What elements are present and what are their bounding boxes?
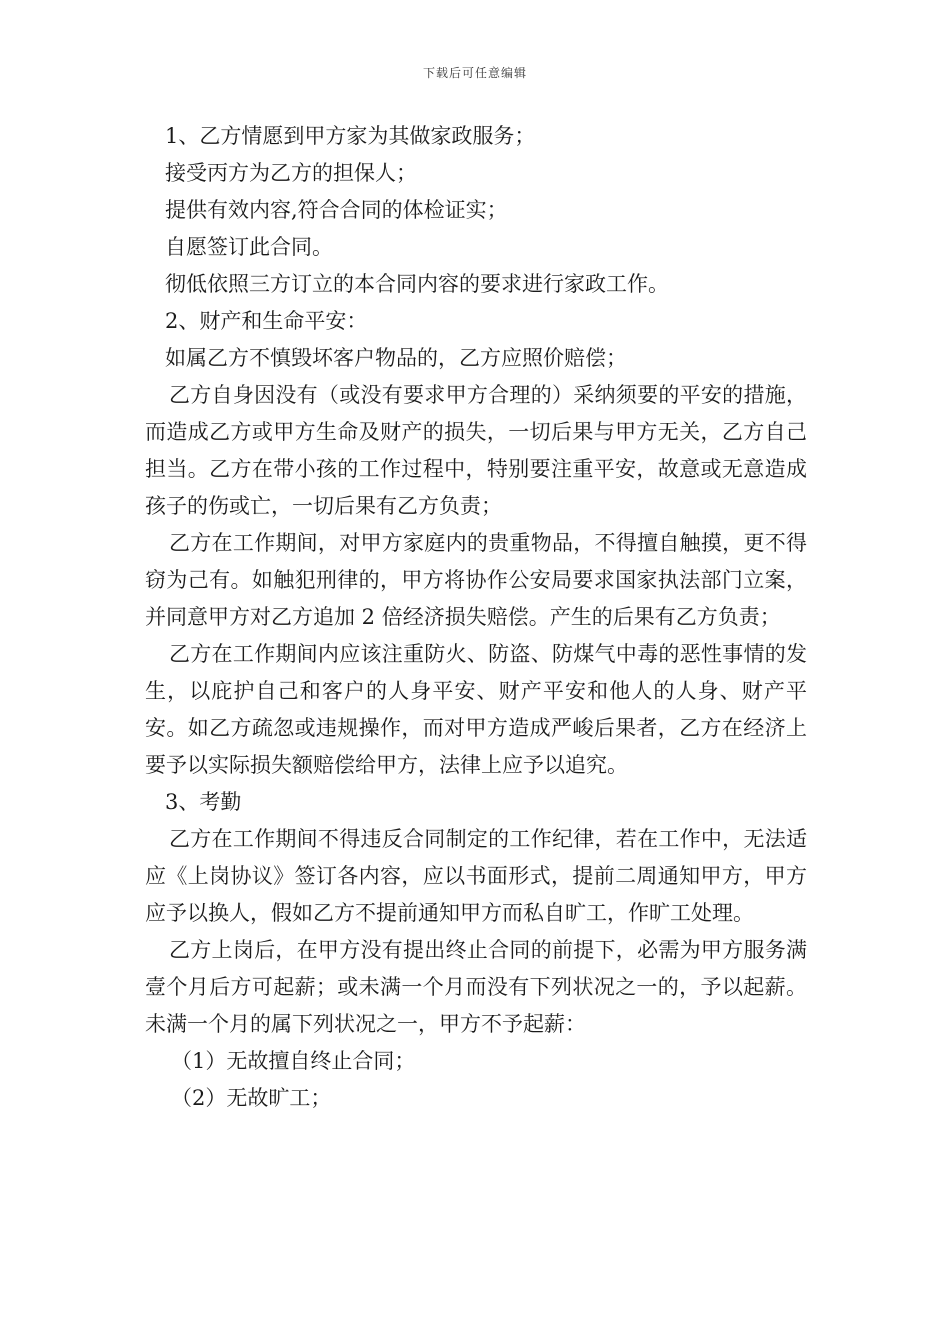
page-header: 下载后可任意编辑 xyxy=(422,66,527,80)
paragraph-health-cert: 提供有效内容,符合合同的体检证实； xyxy=(165,198,508,222)
paragraph-compliance: 彻低依照三方订立的本合同内容的要求进行家政工作。 xyxy=(165,272,669,296)
paragraph-safety-measures: 乙方自身因没有（或没有要求甲方合理的）采纳须要的平安的措施，而造成乙方或甲方生命及财产的损失，一切后果与甲方无关，乙方自己担当。乙方在带小孩的工作过程中，特别要注重平安，故意或无意造成孩子的伤或亡，一切后果有乙方负责； xyxy=(145,383,807,518)
heading-clause-2: 2、财产和生命平安： xyxy=(165,309,368,333)
document-body xyxy=(145,118,807,1117)
paragraph-work-discipline: 乙方在工作期间不得违反合同制定的工作纪律，若在工作中，无法适应《上岗协议》签订各内容，应以书面形式，提前二周通知甲方，甲方应予以换人，假如乙方不提前通知甲方而私自旷工，作旷工处理。 xyxy=(145,827,807,925)
paragraph-guarantor: 接受丙方为乙方的担保人； xyxy=(165,161,417,185)
paragraph-damage-compensation: 如属乙方不慎毁坏客户物品的，乙方应照价赔偿； xyxy=(165,346,627,370)
heading-clause-3: 3、考勤 xyxy=(165,790,242,814)
list-item-2: （2）无故旷工； xyxy=(171,1086,332,1110)
paragraph-salary-start: 乙方上岗后，在甲方没有提出终止合同的前提下，必需为甲方服务满壹个月后方可起薪；或未满一个月而没有下列状况之一的，予以起薪。未满一个月的属下列状况之一，甲方不予起薪： xyxy=(145,938,807,1036)
paragraph-voluntary: 自愿签订此合同。 xyxy=(165,235,333,259)
paragraph-clause-1: 1、乙方情愿到甲方家为其做家政服务； xyxy=(165,124,536,148)
paragraph-fire-prevention: 乙方在工作期间内应该注重防火、防盗、防煤气中毒的恶性事情的发生，以庇护自己和客户的人身平安、财产平安和他人的人身、财产平安。如乙方疏忽或违规操作，而对甲方造成严峻后果者，乙方在经济上要予以实际损失额赔偿给甲方，法律上应予以追究。 xyxy=(145,642,807,777)
list-item-1: （1）无故擅自终止合同； xyxy=(171,1049,416,1073)
paragraph-valuables: 乙方在工作期间，对甲方家庭内的贵重物品，不得擅自触摸，更不得窃为己有。如触犯刑律的，甲方将协作公安局要求国家执法部门立案，并同意甲方对乙方追加 2 倍经济损失赔偿。产生的后果有乙方负责； xyxy=(145,531,807,629)
